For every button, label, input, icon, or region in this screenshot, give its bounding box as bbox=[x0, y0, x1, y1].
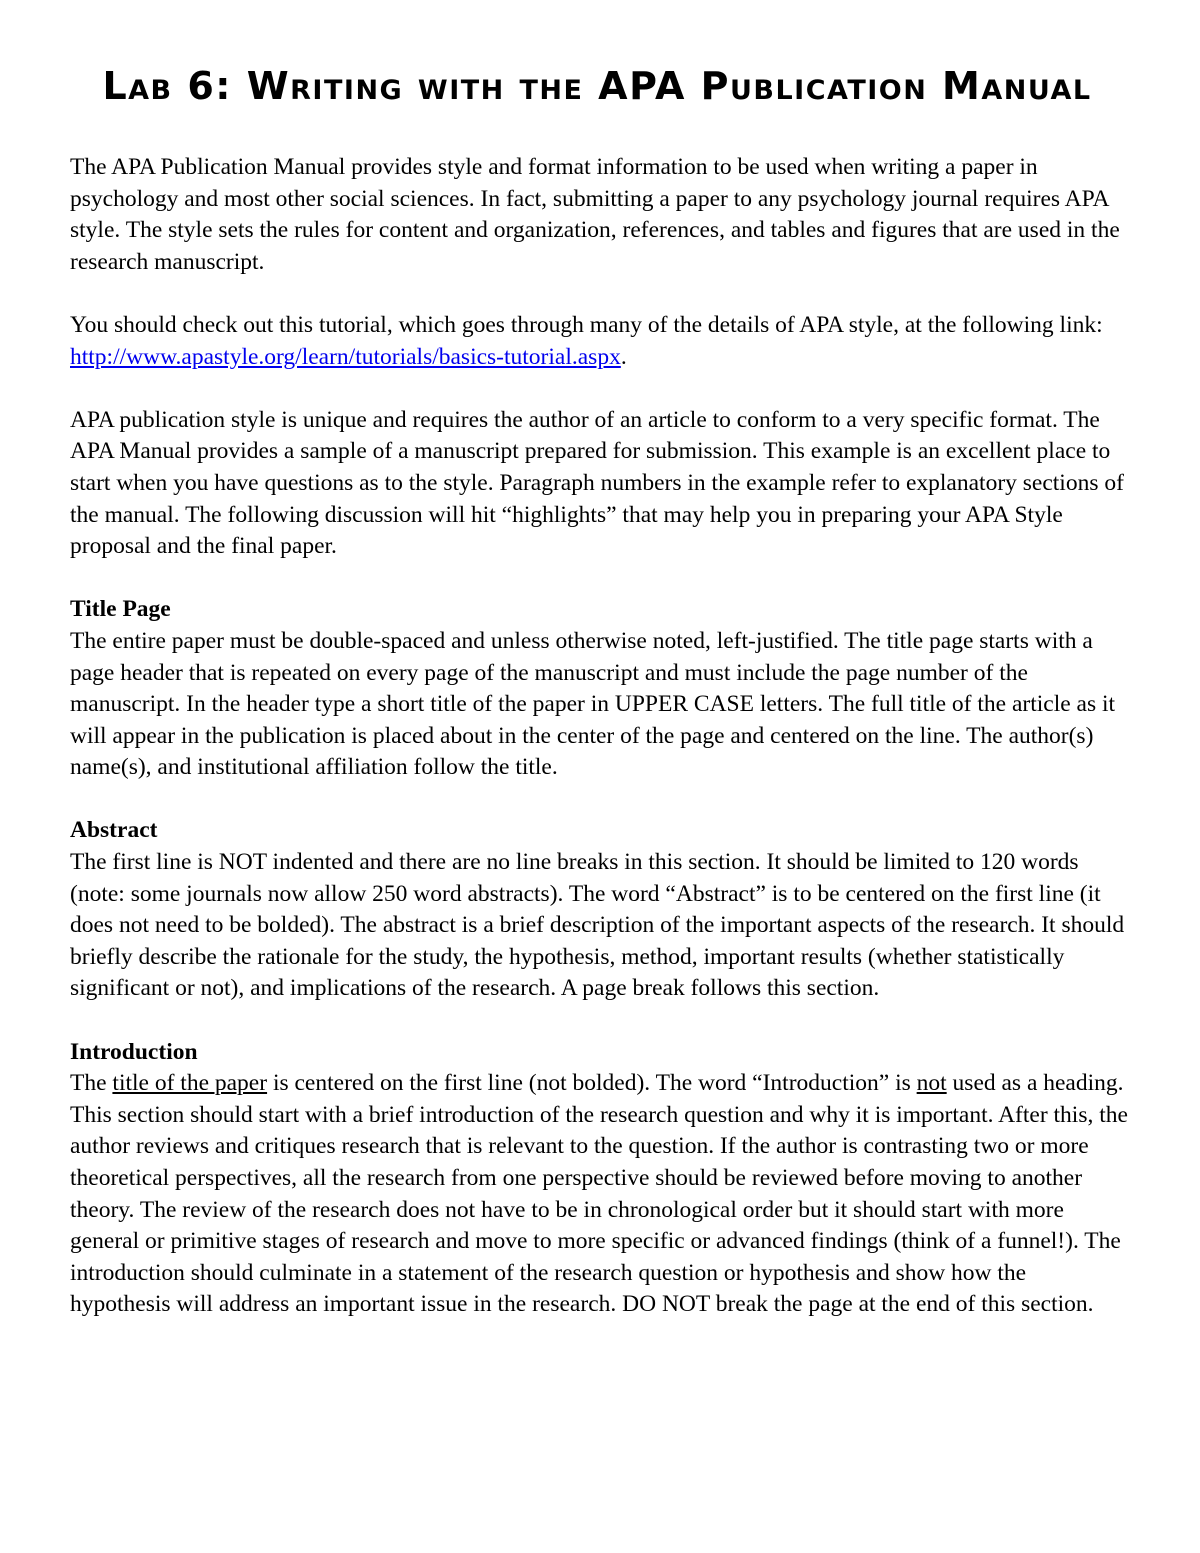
intro-underlined-title: title of the paper bbox=[112, 1070, 268, 1097]
intro-body-part3: used as a heading. This section should start with a brief introduction of the research question and why it is important. After this, the author reviews and critiques research that is relevant to the question. If the author is contrasting two or more theoretical perspectives, all the research from one perspective should be reviewed before moving to another theory. The review of the research does not have to be in chronological order but it should start with more general or primitive stages of research and move to more specific or advanced findings (think of a funnel!). The introduction should culminate in a statement of the research question or hypothesis and show how the hypothesis will address an important issue in the research. DO NOT break the page at the end of this section. bbox=[70, 1070, 1128, 1318]
intro-body-part2: is centered on the first line (not bolded). The word “Introduction” is bbox=[267, 1070, 917, 1097]
section-body-abstract: The first line is NOT indented and there are no line breaks in this section. It should be limited to 120 words (note: some journals now allow 250 word abstracts). The word “Abstract” is to be centered on the first line (it does not need to be bolded). The abstract is a brief description of the important aspects of the research. It should briefly describe the rationale for the study, the hypothesis, method, important results (whether statistically significant or not), and implications of the research. A page break follows this section. bbox=[70, 849, 1125, 1002]
intro-underlined-not: not bbox=[916, 1070, 947, 1097]
section-abstract bbox=[70, 815, 1130, 1005]
overview-paragraph: APA publication style is unique and requires the author of an article to conform to a very specific format. The APA Manual provides a sample of a manuscript prepared for submission. This example is an excellent place to start when you have questions as to the style. Paragraph numbers in the example refer to explanatory sections of the manual. The following discussion will hit “highlights” that may help you in preparing your APA Style proposal and the final paper. bbox=[70, 406, 1124, 560]
document-title: Lab 6: Writing with the APA Publication Manual bbox=[102, 64, 1092, 108]
intro-paragraph: The APA Publication Manual provides style and format information to be used when writing a paper in psychology and most other social sciences. In fact, submitting a paper to any psychology journal requires APA style. The style sets the rules for content and organization, references, and tables and figures that are used in the research manuscript. bbox=[70, 154, 1120, 275]
tutorial-link[interactable]: http://www.apastyle.org/learn/tutorials/basics-tutorial.aspx bbox=[70, 343, 621, 370]
tutorial-paragraph bbox=[70, 310, 1130, 373]
section-title-page bbox=[70, 594, 1130, 784]
section-heading-abstract: Abstract bbox=[70, 817, 158, 844]
section-heading-title-page: Title Page bbox=[70, 596, 171, 623]
section-introduction bbox=[70, 1037, 1130, 1321]
section-heading-introduction: Introduction bbox=[70, 1038, 198, 1065]
section-body-title-page: The entire paper must be double-spaced and unless otherwise noted, left-justified. The title page starts with a page header that is repeated on every page of the manuscript and must include the page number of the manuscript. In the header type a short title of the paper in UPPER CASE letters. The full title of the article as it will appear in the publication is placed about in the center of the page and centered on the line. The author(s) name(s), and institutional affiliation follow the title. bbox=[70, 627, 1116, 781]
intro-body-part1: The bbox=[70, 1070, 113, 1097]
tutorial-text-end: . bbox=[620, 343, 627, 370]
document-page bbox=[70, 60, 1130, 1353]
tutorial-text: You should check out this tutorial, which goes through many of the details of APA style, at the following link: bbox=[70, 311, 1103, 338]
